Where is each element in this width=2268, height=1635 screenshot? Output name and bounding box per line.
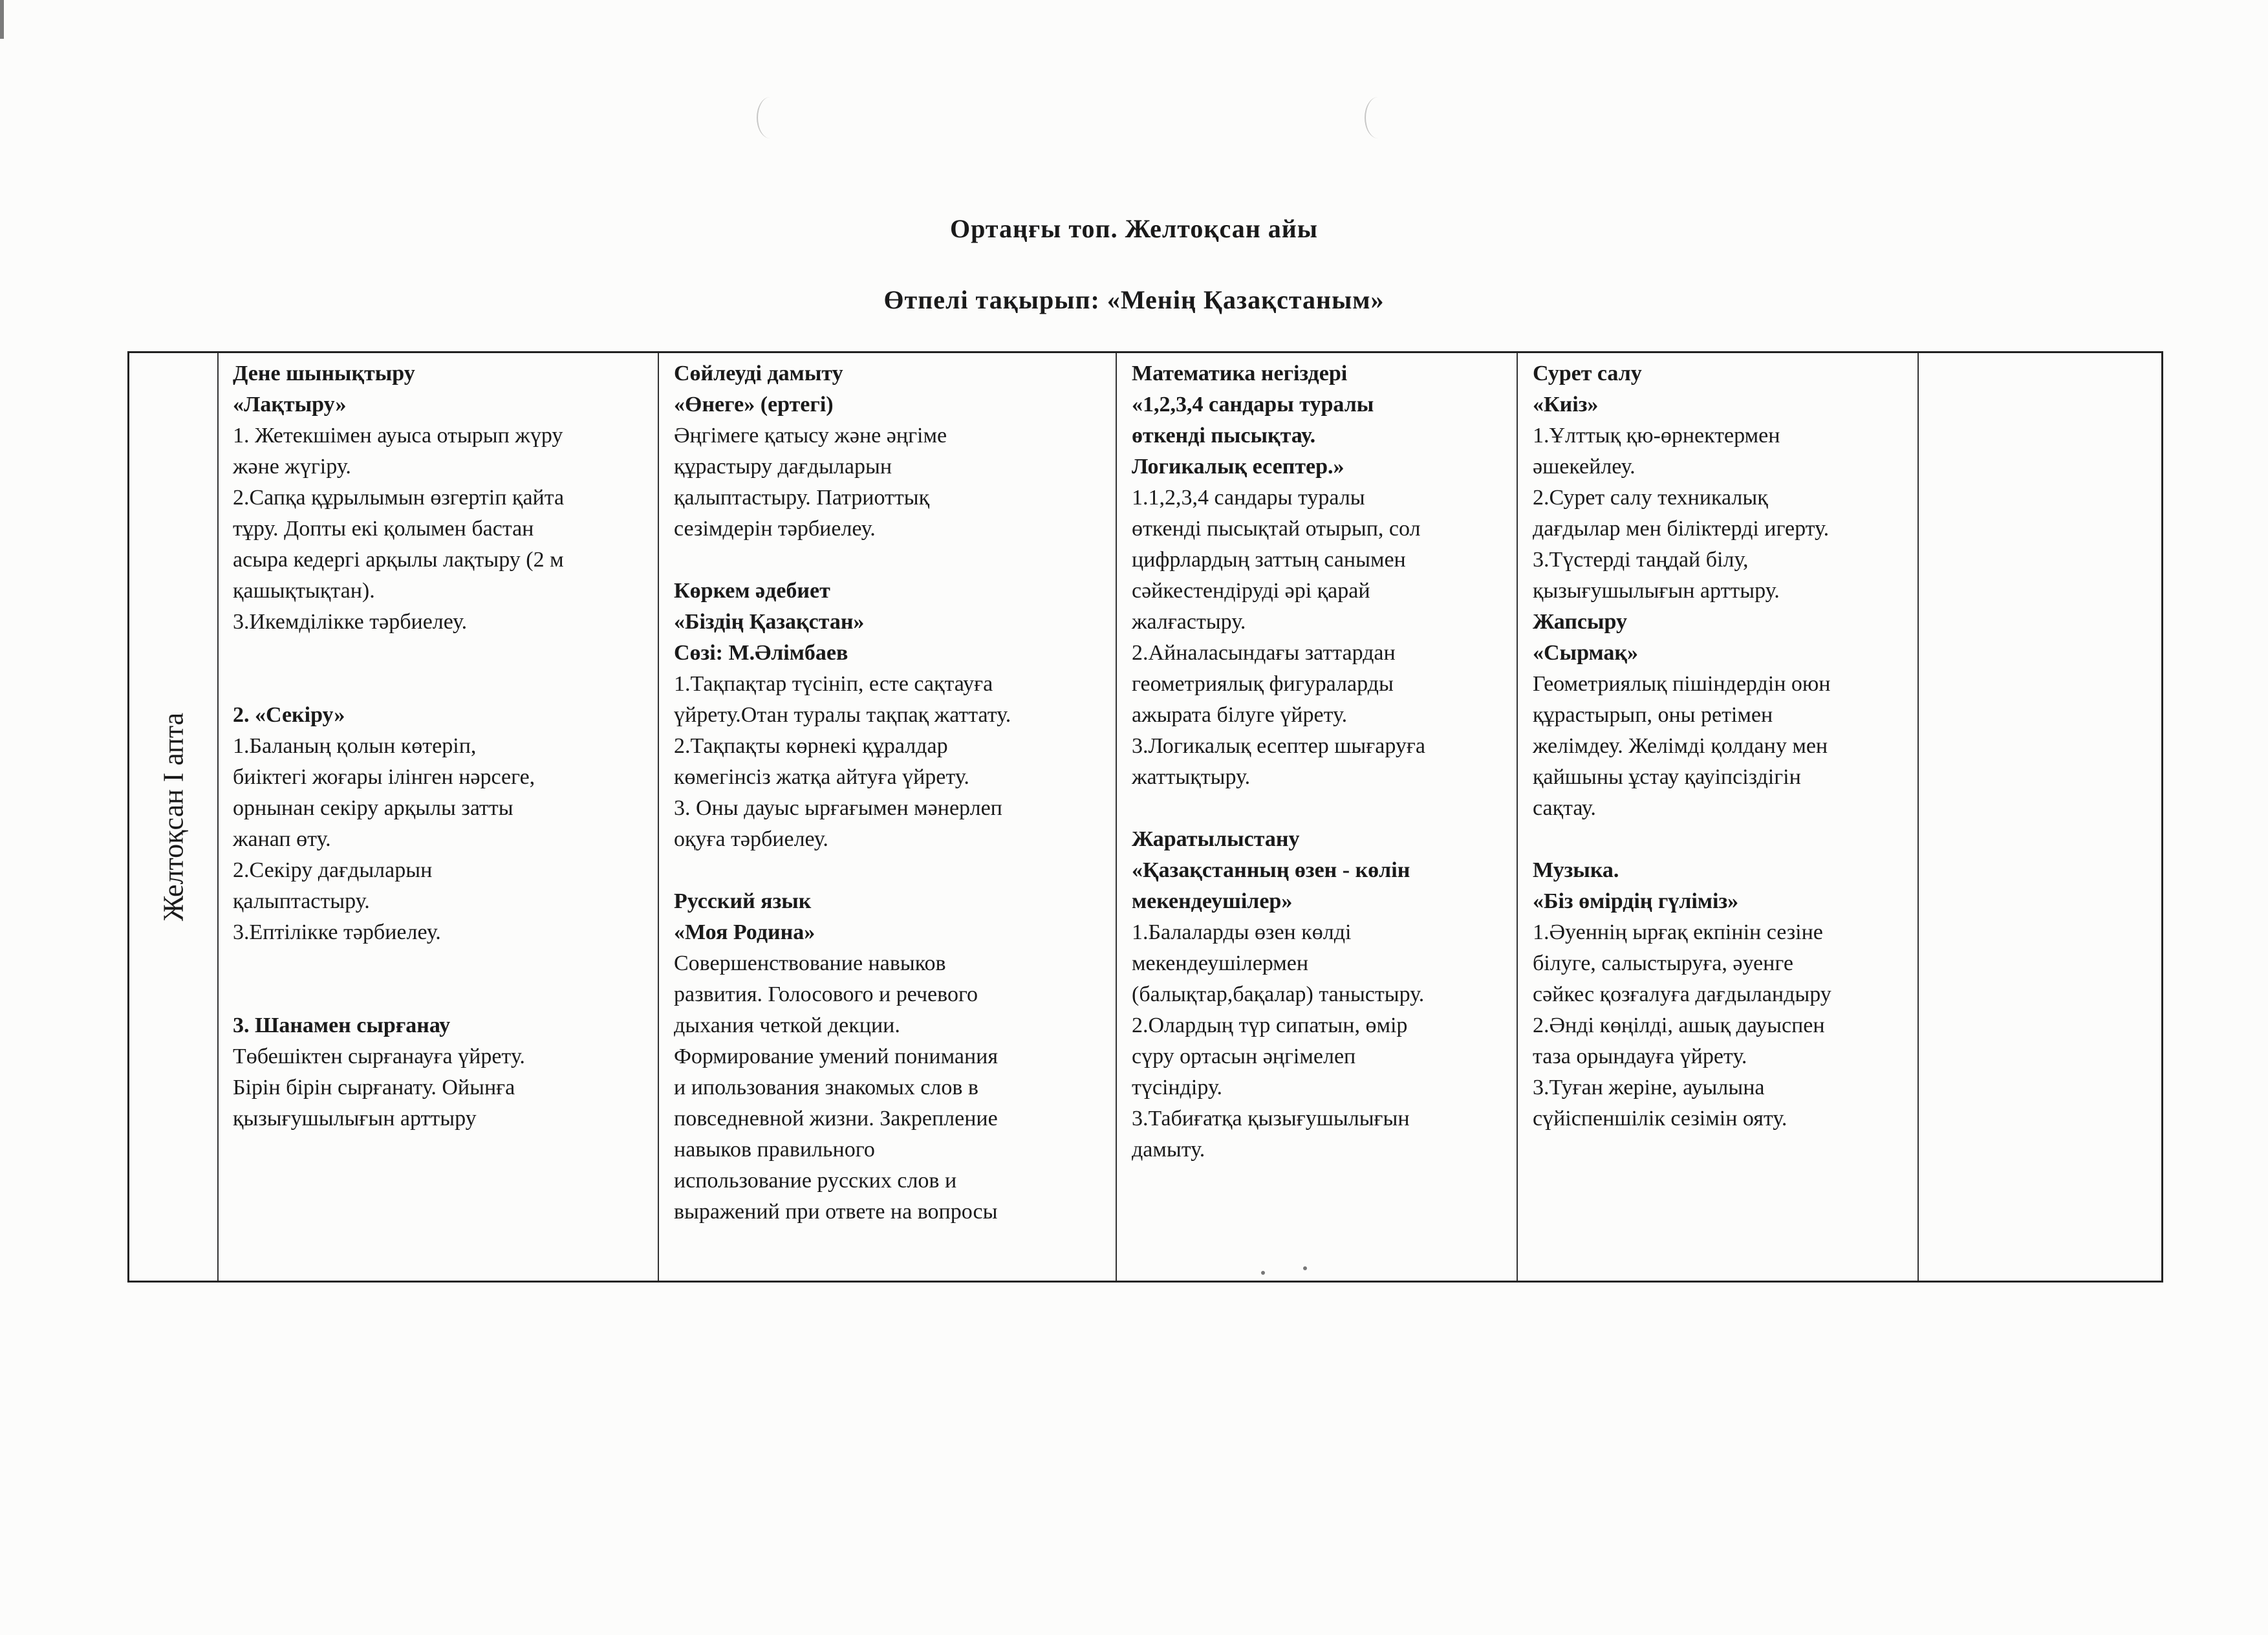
text-line: 1.Баланың қолын көтеріп, (233, 734, 477, 758)
block-spacer (233, 638, 656, 700)
column-divider (1517, 353, 1518, 1281)
text-line: құрастырып, оны ретімен (1533, 703, 1773, 727)
heading-line: «Лақтыру» (233, 393, 347, 417)
heading-line: Көркем әдебиет (674, 579, 830, 603)
text-line: білуге, салыстыруға, әуенге (1533, 951, 1793, 975)
heading-line: «Киіз» (1533, 393, 1599, 417)
text-line: сүру ортасын әңгімелеп (1132, 1045, 1356, 1068)
text-line: желімдеу. Желімді қолдану мен (1533, 734, 1828, 758)
heading-line: Сурет салу (1533, 362, 1642, 385)
text-line: құрастыру дағдыларын (674, 455, 892, 479)
text-line: биіктегі жоғары ілінген нәрсеге, (233, 765, 535, 789)
text-line: 1.Балаларды өзен көлді (1132, 920, 1352, 944)
text-line: Формирование умений понимания (674, 1045, 998, 1068)
text-line: тұру. Допты екі қолымен бастан (233, 517, 534, 541)
heading-line: «Қазақстанның өзен - көлін (1132, 858, 1410, 882)
scan-speck (1303, 1266, 1307, 1270)
heading-line: Жаратылыстану (1132, 827, 1300, 851)
text-line: жалғастыру. (1132, 610, 1246, 634)
text-line: қалыптастыру. Патриоттық (674, 486, 930, 510)
heading-line: Сөзі: М.Әлімбаев (674, 641, 848, 665)
text-line: түсіндіру. (1132, 1076, 1222, 1099)
heading-line: Математика негіздері (1132, 362, 1348, 385)
cell-speech-literature-russian (674, 358, 1115, 1228)
text-line: қайшыны ұстау қауіпсіздігін (1533, 765, 1801, 789)
text-line: 3. Оны дауыс ырғағымен мәнерлеп (674, 796, 1002, 820)
text-line: Геометриялық пішіндердін оюн (1533, 672, 1831, 696)
punch-hole-mark (757, 97, 784, 138)
text-line: 3.Туған жеріне, ауылына (1533, 1076, 1765, 1099)
block-spacer (1132, 793, 1515, 824)
heading-line: Сөйлеуді дамыту (674, 362, 843, 385)
text-line: көмегінсіз жатқа айтуға үйрету. (674, 765, 969, 789)
text-line: асыра кедергі арқылы лақтыру (2 м (233, 548, 564, 572)
text-line: әшекейлеу. (1533, 455, 1636, 479)
text-line: 1.1,2,3,4 сандары туралы (1132, 486, 1365, 510)
text-line: таза орындауға үйрету. (1533, 1045, 1747, 1068)
text-line: сақтау. (1533, 796, 1596, 820)
text-line: сезімдерін тәрбиелеу. (674, 517, 876, 541)
text-line: үйрету.Отан туралы тақпақ жаттату. (674, 703, 1011, 727)
block-spacer (233, 948, 656, 1010)
week-label-cell (129, 353, 217, 1281)
heading-line: «1,2,3,4 сандары туралы (1132, 393, 1374, 417)
text-line: повседневной жизни. Закрепление (674, 1107, 998, 1131)
text-line: 3.Түстерді таңдай білу, (1533, 548, 1749, 572)
text-line: 3.Икемділікке тәрбиелеу. (233, 610, 468, 634)
heading-line: «Сырмақ» (1533, 641, 1639, 665)
text-line: и ипользования знакомых слов в (674, 1076, 978, 1099)
text-line: қызығушылығын арттыру. (1533, 579, 1780, 603)
text-line: 2.Сапқа құрылымын өзгертіп қайта (233, 486, 565, 510)
text-line: использование русских слов и (674, 1169, 957, 1193)
page-title: Ортаңғы топ. Желтоқсан айы (949, 214, 1319, 243)
text-line: цифрлардың заттың санымен (1132, 548, 1406, 572)
text-line: 3.Логикалық есептер шығаруға (1132, 734, 1425, 758)
heading-line: өткенді пысықтау. (1132, 424, 1316, 448)
text-line: сәйкес қозғалуға дағдыландыру (1533, 982, 1831, 1006)
text-line: 2.Тақпақты көрнекі құралдар (674, 734, 948, 758)
text-line: Совершенствование навыков (674, 951, 946, 975)
text-line: Төбешіктен сырғанауға үйрету. (233, 1045, 525, 1068)
heading-line: 3. Шанамен сырғанау (233, 1013, 451, 1037)
punch-hole-mark (1365, 97, 1392, 138)
heading-line: «Біздің Қазақстан» (674, 610, 865, 634)
text-line: қашықтықтан). (233, 579, 375, 603)
text-line: дамыту. (1132, 1138, 1205, 1162)
week-label: Желтоқсан I апта (157, 712, 189, 922)
text-line: Әңгімеге қатысу және әңгіме (674, 424, 947, 448)
heading-line: «Біз өмірдің гүліміз» (1533, 889, 1739, 913)
text-line: және жүгіру. (233, 455, 351, 479)
heading-line: Русский язык (674, 889, 812, 913)
heading-line: Логикалық есептер.» (1132, 455, 1345, 479)
text-line: 3.Ептілікке тәрбиелеу. (233, 920, 441, 944)
scan-corner-mark (0, 0, 4, 39)
text-line: жаттықтыру. (1132, 765, 1251, 789)
text-line: навыков правильного (674, 1138, 875, 1162)
column-divider (658, 353, 659, 1281)
text-line: 1.Әуеннің ырғақ екпінін сезіне (1533, 920, 1823, 944)
text-line: 2.Әнді көңілді, ашық дауыспен (1533, 1013, 1825, 1037)
text-line: геометриялық фигураларды (1132, 672, 1394, 696)
heading-line: «Моя Родина» (674, 920, 815, 944)
cell-art-music (1533, 358, 1917, 1134)
column-divider (1116, 353, 1117, 1281)
cell-physical-education (233, 358, 656, 1134)
heading-line: 2. «Секіру» (233, 703, 345, 727)
text-line: оқуға тәрбиелеу. (674, 827, 828, 851)
page-subtitle: Өтпелі тақырып: «Менің Қазақстаным» (883, 285, 1385, 314)
text-line: сүйіспеншілік сезімін ояту. (1533, 1107, 1787, 1131)
empty-cell (1919, 353, 2161, 1281)
block-spacer (674, 545, 1115, 576)
heading-line: Жапсыру (1533, 610, 1628, 634)
text-line: дыхания четкой декции. (674, 1013, 900, 1037)
text-line: (балықтар,бақалар) таныстыру. (1132, 982, 1425, 1006)
text-line: өткенді пысықтай отырып, сол (1132, 517, 1421, 541)
text-line: 2.Айналасындағы заттардан (1132, 641, 1396, 665)
text-line: развития. Голосового и речевого (674, 982, 978, 1006)
text-line: 2.Олардың түр сипатын, өмір (1132, 1013, 1408, 1037)
heading-line: Музыка. (1533, 858, 1619, 882)
scan-speck (1261, 1271, 1265, 1275)
text-line: 1.Ұлттық қю-өрнектермен (1533, 424, 1780, 448)
text-line: дағдылар мен біліктерді игерту. (1533, 517, 1830, 541)
heading-line: Дене шынықтыру (233, 362, 415, 385)
text-line: 2.Секіру дағдыларын (233, 858, 433, 882)
text-line: 1. Жетекшімен ауыса отырып жүру (233, 424, 563, 448)
block-spacer (674, 855, 1115, 886)
heading-line: мекендеушілер» (1132, 889, 1293, 913)
text-line: 3.Табиғатқа қызығушылығын (1132, 1107, 1410, 1131)
text-line: сәйкестендіруді әрі қарай (1132, 579, 1370, 603)
text-line: жанап өту. (233, 827, 331, 851)
text-line: Бірін бірін сырғанату. Ойынға (233, 1076, 515, 1099)
text-line: қалыптастыру. (233, 889, 370, 913)
text-line: мекендеушілермен (1132, 951, 1309, 975)
text-line: 1.Тақпақтар түсініп, есте сақтауға (674, 672, 993, 696)
text-line: орнынан секіру арқылы затты (233, 796, 513, 820)
text-line: выражений при ответе на вопросы (674, 1200, 998, 1224)
cell-math-nature (1132, 358, 1515, 1165)
text-line: қызығушылығын арттыру (233, 1107, 477, 1131)
block-spacer (1533, 824, 1917, 855)
column-divider (217, 353, 219, 1281)
schedule-table (127, 351, 2163, 1283)
text-line: ажырата білуге үйрету. (1132, 703, 1348, 727)
text-line: 2.Сурет салу техникалық (1533, 486, 1768, 510)
heading-line: «Өнеге» (ертегі) (674, 393, 834, 417)
